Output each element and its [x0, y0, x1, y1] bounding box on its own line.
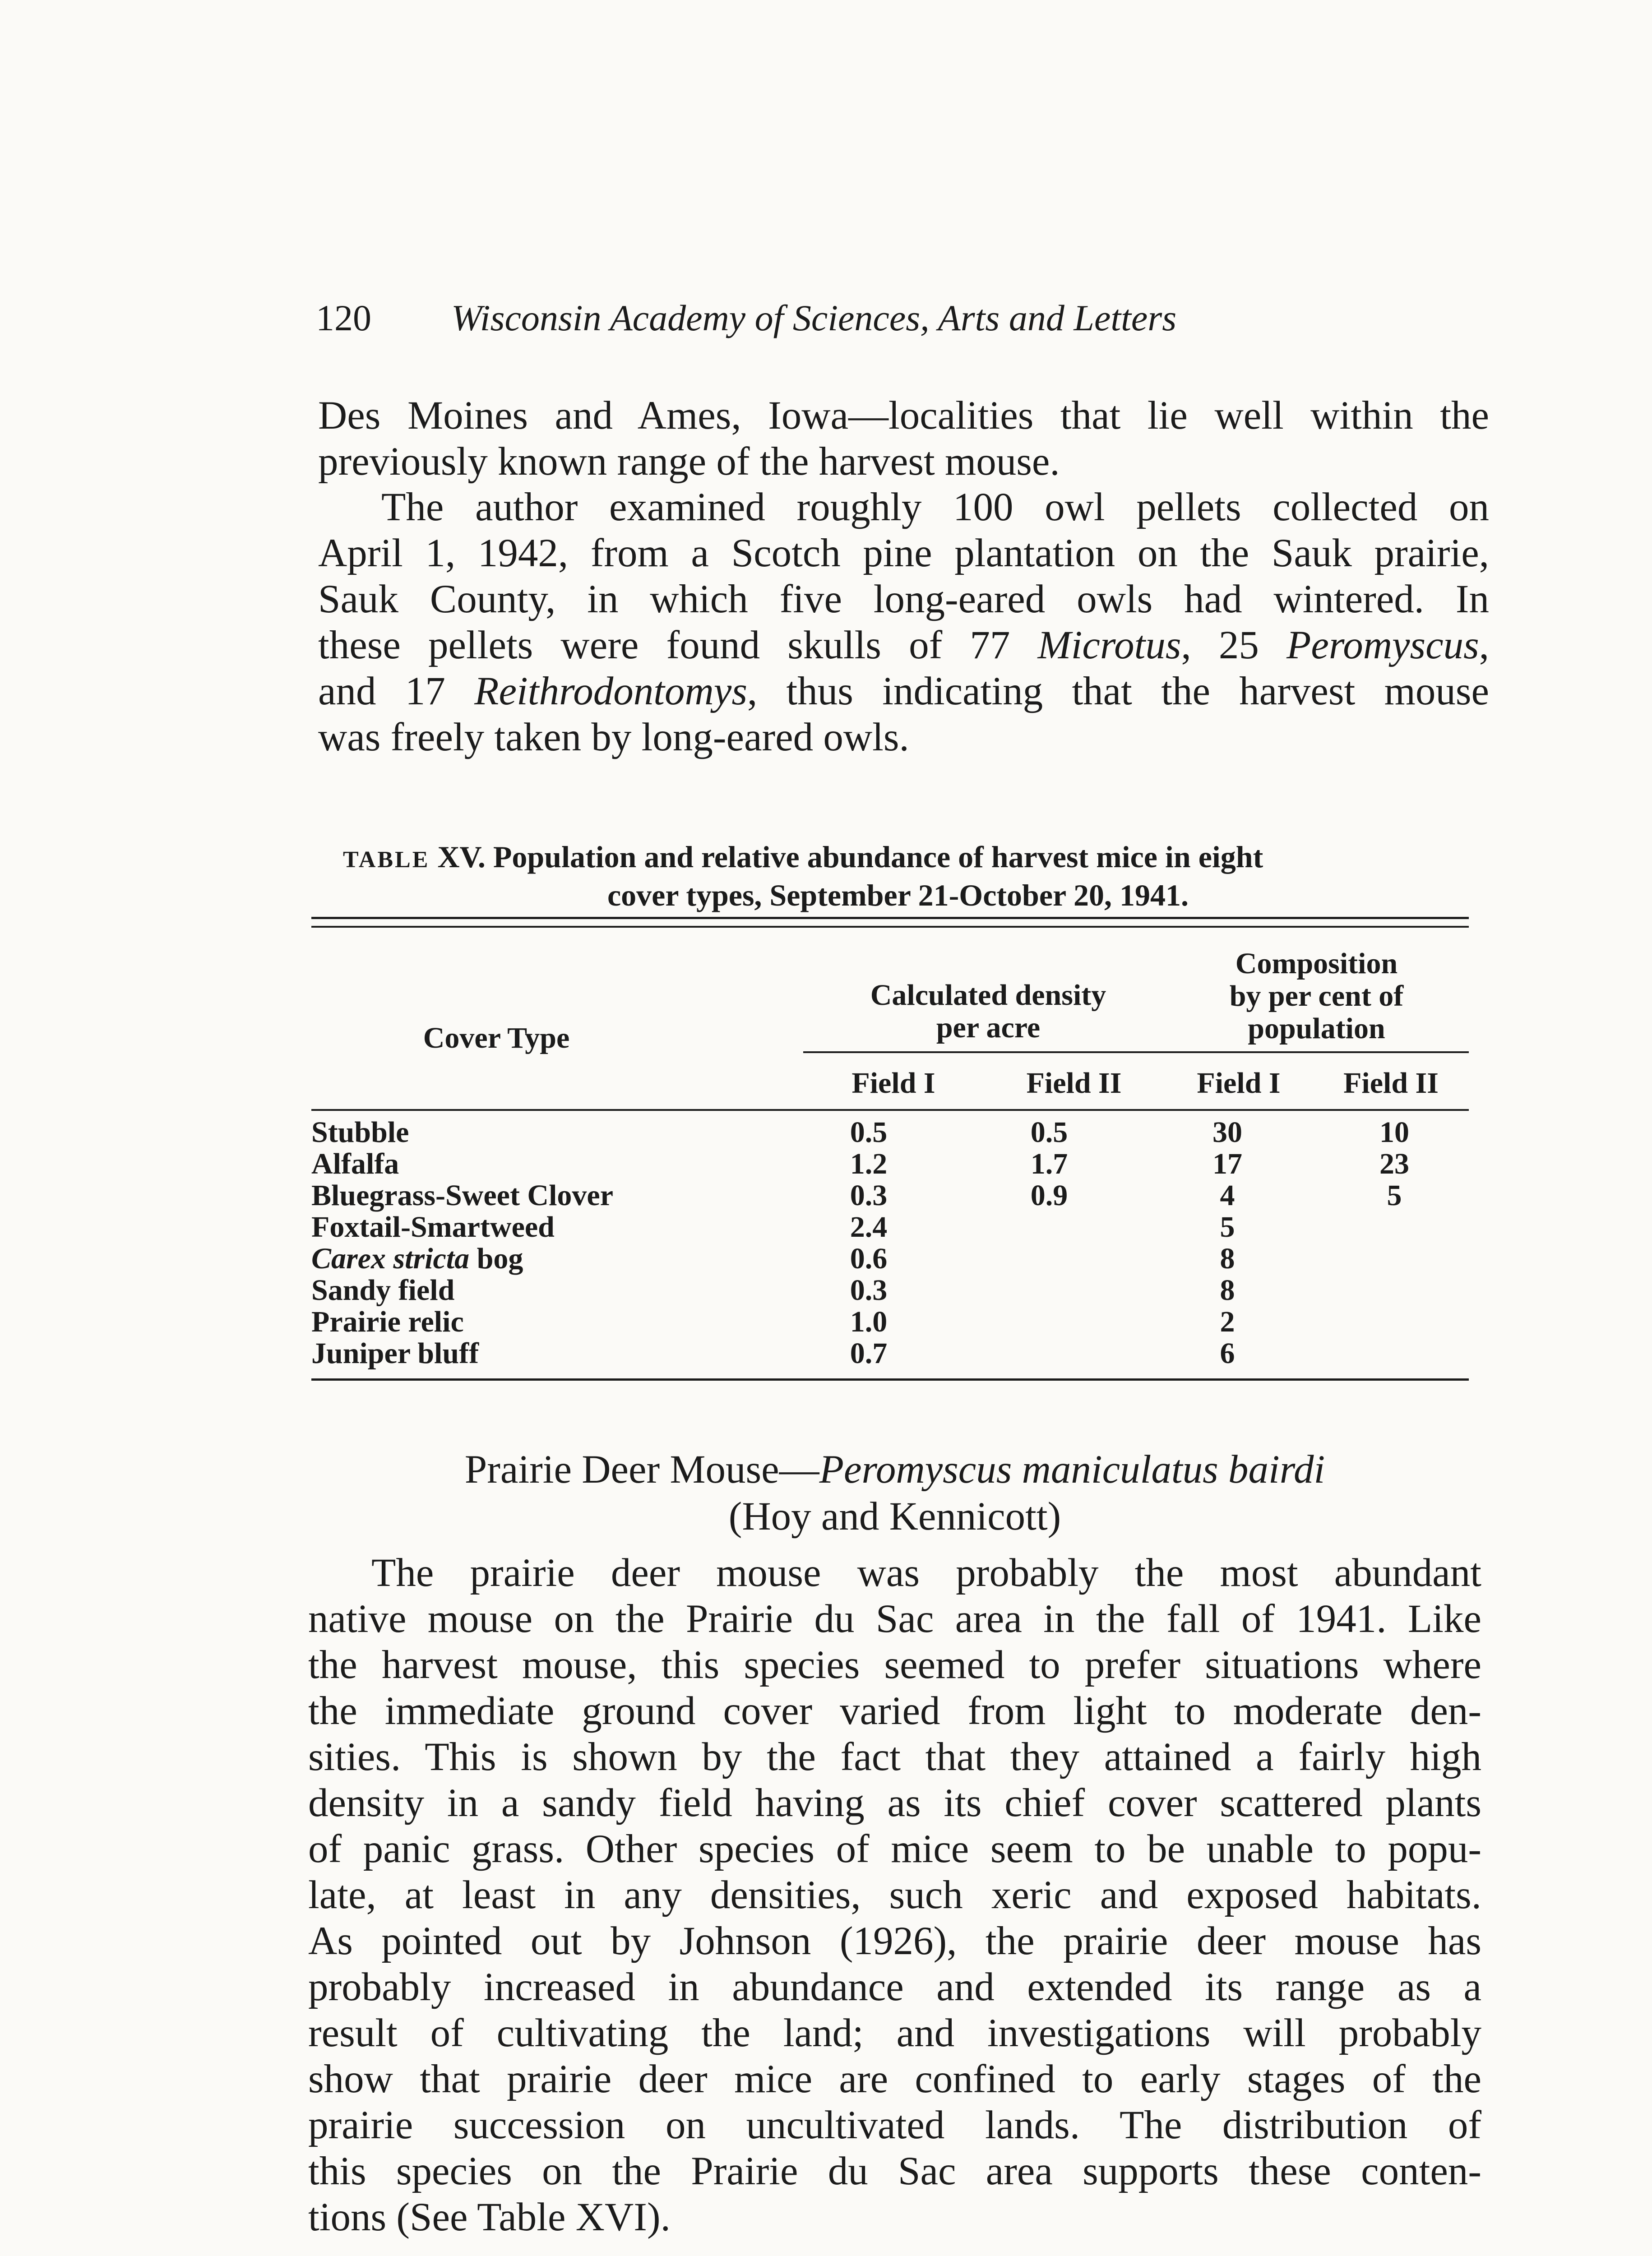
column-header-composition [1164, 948, 1469, 1045]
text-line: show that prairie deer mice are confined to early stages of the [308, 2057, 1481, 2101]
text-line: this species on the Prairie du Sac area supports these conten- [308, 2149, 1481, 2193]
density-field-2: 0.9 [1030, 1179, 1068, 1212]
density-field-1: 2.4 [850, 1211, 888, 1244]
running-title: Wisconsin Academy of Sciences, Arts and Letters [451, 297, 1177, 338]
text-line: the immediate ground cover varied from light to moderate den- [308, 1689, 1481, 1733]
heading-scientific-name: Peromyscus maniculatus bairdi [819, 1447, 1325, 1492]
text-line [318, 668, 1489, 714]
header-line: Composition [1235, 947, 1398, 980]
composition-field-2: 23 [1379, 1147, 1409, 1180]
text-line: tions (See Table XVI). [308, 2195, 671, 2239]
row-label [311, 1148, 399, 1180]
column-header-cover-type: Cover Type [423, 1022, 570, 1054]
composition-field-2: 5 [1387, 1179, 1402, 1212]
text-run: , 25 [1181, 623, 1287, 667]
caption-text: Population and relative abundance of harvest mice in eight [493, 840, 1263, 874]
table-numeral: XV. [437, 840, 486, 874]
density-field-1: 0.3 [850, 1179, 888, 1212]
row-label [311, 1275, 454, 1306]
subheader-composition-field-2: Field II [1343, 1067, 1439, 1100]
caption-line [343, 839, 1453, 878]
header-line: by per cent of [1229, 980, 1404, 1012]
header-line: per acre [936, 1011, 1041, 1044]
text-line: of panic grass. Other species of mice seem to be unable to popu- [308, 1827, 1481, 1871]
composition-field-1: 5 [1220, 1211, 1235, 1244]
composition-field-1: 4 [1220, 1179, 1235, 1212]
row-label [311, 1243, 523, 1275]
text-line: sities. This is shown by the fact that they attained a fairly high [308, 1735, 1481, 1779]
text-line: late, at least in any densities, such xeric and exposed habitats. [308, 1873, 1481, 1917]
density-field-1: 1.2 [850, 1147, 888, 1180]
paragraph-owl-pellets [318, 484, 1489, 760]
subheader-rule [311, 1109, 1469, 1111]
row-label [311, 1211, 555, 1243]
composition-field-1: 17 [1212, 1147, 1242, 1180]
species-name: Microtus [1037, 623, 1181, 667]
species-name: Reithrodontomys [474, 669, 747, 713]
table-bottom-rule [311, 1378, 1469, 1381]
running-header [316, 296, 1489, 341]
text-run: , [1479, 623, 1490, 667]
caption-line: cover types, September 21-October 20, 1941. [607, 878, 1189, 912]
table-top-rule-double [311, 926, 1469, 928]
text-run: these pellets were found skulls of 77 [318, 623, 1038, 667]
heading-line: (Hoy and Kennicott) [728, 1494, 1061, 1539]
header-line: Calculated density [870, 979, 1106, 1012]
composition-header-rule [1164, 1051, 1469, 1053]
cover-name: Juniper bluff [311, 1337, 479, 1370]
text-line: probably increased in abundance and extended its range as a [308, 1965, 1481, 2009]
text-line: prairie succession on uncultivated lands. The distribution of [308, 2103, 1481, 2147]
text-line: Des Moines and Ames, Iowa—localities that lie well within the [318, 393, 1489, 438]
composition-field-1: 8 [1220, 1274, 1235, 1307]
heading-line [308, 1446, 1481, 1493]
composition-field-2: 10 [1379, 1116, 1409, 1149]
table-label: TABLE [343, 847, 430, 873]
cover-name: Stubble [311, 1116, 409, 1149]
section-heading [308, 1446, 1481, 1540]
density-field-1: 0.5 [850, 1116, 888, 1149]
text-line: density in a sandy field having as its chief cover scattered plants [308, 1781, 1481, 1825]
density-field-2: 1.7 [1030, 1147, 1068, 1180]
composition-field-1: 2 [1220, 1305, 1235, 1338]
row-label [311, 1338, 479, 1369]
text-line: previously known range of the harvest mouse. [318, 439, 1060, 484]
cover-name-suffix: bog [469, 1242, 523, 1275]
density-header-rule [803, 1051, 1173, 1053]
table-caption [343, 839, 1453, 913]
row-label [311, 1180, 613, 1211]
text-line: The prairie deer mouse was probably the most abundant [371, 1551, 1481, 1595]
heading-common-name: Prairie Deer Mouse— [464, 1447, 819, 1492]
cover-name: Sandy field [311, 1274, 455, 1307]
header-line: population [1248, 1012, 1385, 1045]
paragraph-deer-mouse [308, 1550, 1481, 2240]
cover-name: Prairie relic [311, 1305, 464, 1338]
text-line: was freely taken by long-eared owls. [318, 715, 909, 759]
composition-field-1: 6 [1220, 1337, 1235, 1370]
table-top-rule [311, 917, 1469, 919]
text-line: Sauk County, in which five long-eared owls had wintered. In [318, 577, 1489, 621]
text-line: native mouse on the Prairie du Sac area in the fall of 1941. Like [308, 1597, 1481, 1641]
text-run: , thus indicating that the harvest mouse [747, 669, 1489, 713]
composition-field-1: 8 [1220, 1242, 1235, 1275]
species-name: Peromyscus [1286, 623, 1479, 667]
density-field-1: 0.7 [850, 1337, 888, 1370]
subheader-composition-field-1: Field I [1197, 1067, 1281, 1100]
page-number: 120 [316, 297, 371, 338]
text-line: April 1, 1942, from a Scotch pine plantation on the Sauk prairie, [318, 531, 1489, 575]
text-line: the harvest mouse, this species seemed to prefer situations where [308, 1643, 1481, 1687]
density-field-1: 0.6 [850, 1242, 888, 1275]
text-run: and 17 [318, 669, 475, 713]
composition-field-1: 30 [1212, 1116, 1242, 1149]
row-label [311, 1117, 409, 1148]
paragraph-continuation [318, 393, 1489, 485]
cover-name: Bluegrass-Sweet Clover [311, 1179, 614, 1212]
cover-name: Foxtail-Smartweed [311, 1211, 555, 1244]
row-label [311, 1306, 464, 1338]
column-header-density [803, 979, 1173, 1044]
cover-name: Alfalfa [311, 1147, 399, 1180]
density-field-2: 0.5 [1030, 1116, 1068, 1149]
subheader-density-field-2: Field II [1026, 1067, 1122, 1100]
density-field-1: 1.0 [850, 1305, 888, 1338]
text-line: The author examined roughly 100 owl pellets collected on [381, 485, 1489, 529]
density-field-1: 0.3 [850, 1274, 888, 1307]
cover-name: Carex stricta [311, 1242, 470, 1275]
text-line: As pointed out by Johnson (1926), the prairie deer mouse has [308, 1919, 1481, 1963]
subheader-density-field-1: Field I [851, 1067, 935, 1100]
text-line [318, 622, 1489, 668]
text-line: result of cultivating the land; and investigations will probably [308, 2011, 1481, 2055]
